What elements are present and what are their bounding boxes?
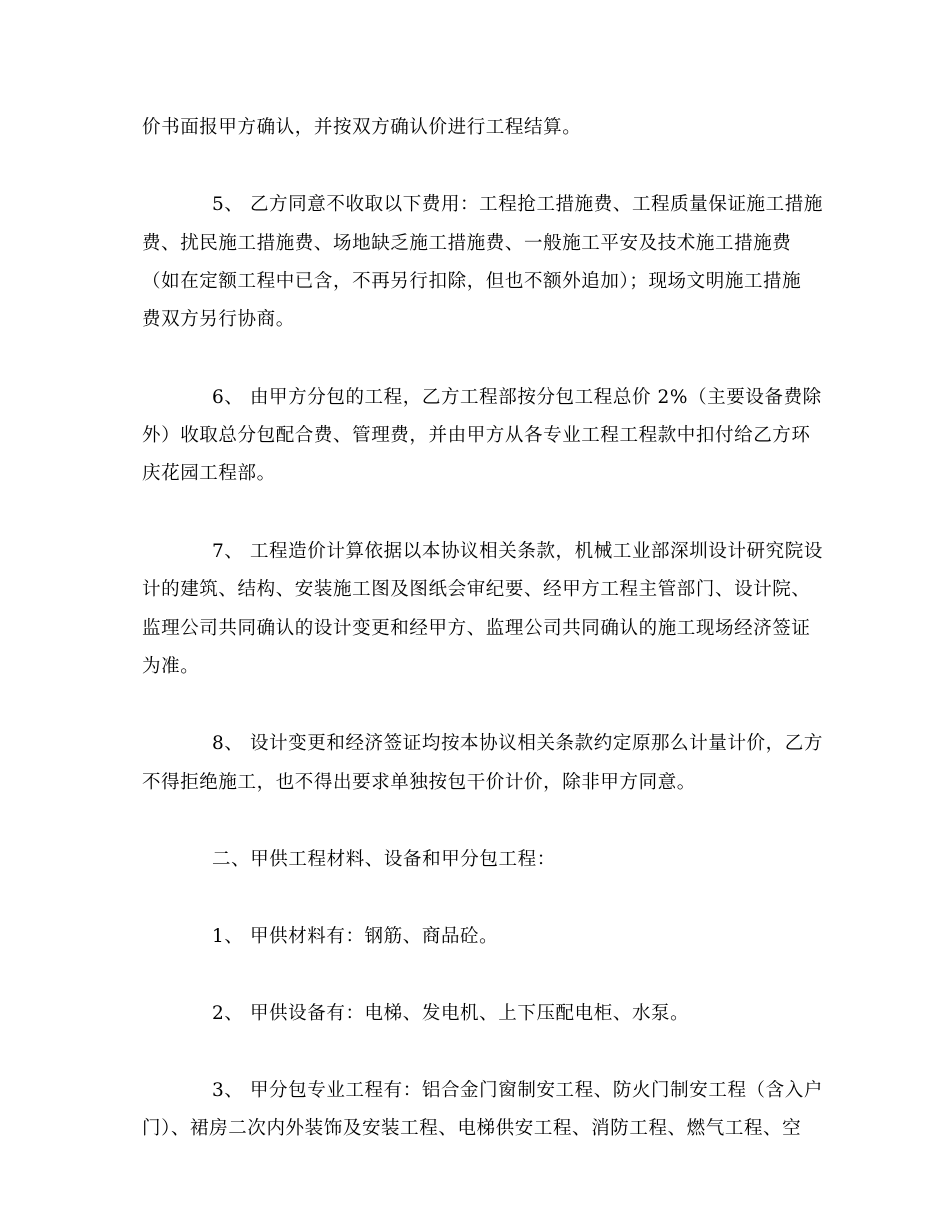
section-2-item-3-line-2: 门）、裙房二次内外装饰及安装工程、电梯供安工程、消防工程、燃气工程、空 — [142, 1118, 802, 1139]
paragraph-5-line-1: 5、 乙方同意不收取以下费用：工程抢工措施费、工程质量保证施工措施 — [212, 194, 823, 215]
paragraph-8-line-2: 不得拒绝施工，也不得出要求单独按包干价计价，除非甲方同意。 — [142, 772, 696, 793]
paragraph-5-line-3: （如在定额工程中已含，不再另行扣除，但也不额外追加）；现场文明施工措施 — [142, 271, 802, 292]
paragraph-6-line-2: 外）收取总分包配合费、管理费，并由甲方从各专业工程工程款中扣付给乙方环 — [142, 425, 811, 446]
section-2-heading: 二、甲供工程材料、设备和甲分包工程： — [212, 849, 556, 870]
paragraph-7-line-1: 7、 工程造价计算依据以本协议相关条款，机械工业部深圳设计研究院设 — [212, 541, 823, 562]
paragraph-5-line-2: 费、扰民施工措施费、场地缺乏施工措施费、一般施工平安及技术施工措施费 — [142, 233, 792, 254]
paragraph-7-line-4: 为准。 — [142, 656, 200, 677]
paragraph-5-line-4: 费双方另行协商。 — [142, 309, 295, 330]
paragraph-continuation-line-1: 价书面报甲方确认，并按双方确认价进行工程结算。 — [142, 117, 582, 138]
paragraph-7-line-3: 监理公司共同确认的设计变更和经甲方、监理公司共同确认的施工现场经济签证 — [142, 618, 811, 639]
section-2-item-2: 2、 甲供设备有：电梯、发电机、上下压配电柜、水泵。 — [212, 1003, 690, 1024]
section-2-item-1: 1、 甲供材料有：钢筋、商品砼。 — [212, 926, 499, 947]
paragraph-6-line-1: 6、 由甲方分包的工程，乙方工程部按分包工程总价 2%（主要设备费除 — [212, 387, 822, 408]
section-2-item-3-line-1: 3、 甲分包专业工程有：铝合金门窗制安工程、防火门制安工程（含入户 — [212, 1080, 823, 1101]
paragraph-8-line-1: 8、 设计变更和经济签证均按本协议相关条款约定原那么计量计价，乙方 — [212, 733, 823, 754]
paragraph-7-line-2: 计的建筑、结构、安装施工图及图纸会审纪要、经甲方工程主管部门、设计院、 — [142, 579, 811, 600]
paragraph-6-line-3: 庆花园工程部。 — [142, 463, 276, 484]
